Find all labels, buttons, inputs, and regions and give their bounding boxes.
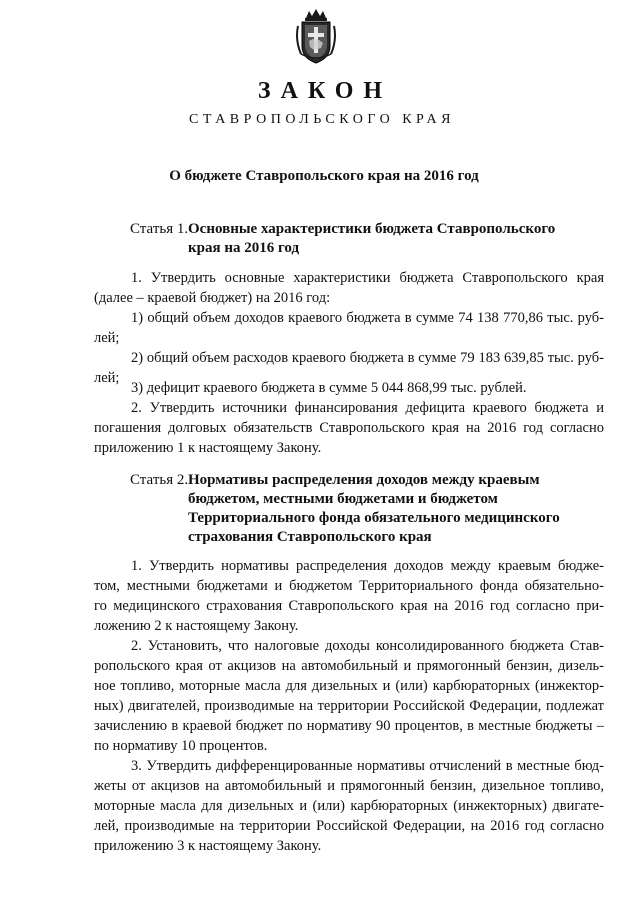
article-2-title-line: страхования Ставропольского края [188,529,432,545]
article-2-line: ложению 2 к настоящему Закону. [94,618,299,634]
article-2-title-line: Нормативы распределения доходов между краевым [188,472,540,488]
article-2-title-line: бюджетом, местными бюджетами и бюджетом [188,491,498,507]
law-title: ЗАКОН [257,78,393,104]
article-2-line: го медицинского страхования Ставропольского края на 2016 год согласно при- [94,598,604,614]
document-subject: О бюджете Ставропольского края на 2016 год [169,168,479,184]
article-2-line: 2. Установить, что налоговые доходы консолидированного бюджета Став- [131,638,604,654]
article-2-line: зачислению в краевой бюджет по нормативу 90 процентов, в местные бюджеты – [94,718,604,734]
article-1-title-line: края на 2016 год [188,240,300,256]
article-1-line: 2) общий объем расходов краевого бюджета в сумме 79 183 639,85 тыс. руб- [131,350,604,366]
law-region: СТАВРОПОЛЬСКОГО КРАЯ [189,112,455,127]
article-2-line: жеты от акцизов на автомобильный и прямогонный бензин, дизельное топливо, [94,778,604,794]
article-2-number: Статья 2. [130,472,189,488]
article-1-line: погашения долговых обязательств Ставропольского края на 2016 год согласно [94,420,604,436]
coat-of-arms-emblem [294,8,338,64]
article-1-title [188,220,555,258]
article-2-line: приложению 3 к настоящему Закону. [94,838,322,854]
article-1-number: Статья 1. [130,221,189,237]
article-1-line: приложению 1 к настоящему Закону. [94,440,322,456]
article-2-title-line: Территориального фонда обязательного медицинского [188,510,560,526]
article-1-line: (далее – краевой бюджет) на 2016 год: [94,290,331,306]
article-2-line: 3. Утвердить дифференцированные нормативы отчислений в местные бюд- [131,758,604,774]
article-2-line: лей, производимые на территории Российской Федерации, на 2016 год согласно [94,818,604,834]
article-2-line: 1. Утвердить нормативы распределения доходов между краевым бюдже- [131,558,604,574]
article-2-line: ное топливо, моторные масла для дизельных и (или) карбюраторных (инжектор- [94,678,604,694]
article-2-line: по нормативу 10 процентов. [94,738,268,754]
article-2-line: моторные масла для дизельных и (или) карбюраторных (инжекторных) двигате- [94,798,604,814]
article-1-line: лей; [94,370,120,386]
article-1-line: 1) общий объем доходов краевого бюджета в сумме 74 138 770,86 тыс. руб- [131,310,604,326]
article-1-line: 3) дефицит краевого бюджета в сумме 5 044 868,99 тыс. рублей. [131,380,527,396]
article-2-line: том, местными бюджетами и бюджетом Территориального фонда обязательно- [94,578,604,594]
article-2-line: ропольского края от акцизов на автомобильный и прямогонный бензин, дизель- [94,658,604,674]
article-1-title-line: Основные характеристики бюджета Ставропольского [188,221,556,237]
article-2-line: ных) двигателей, производимые на территории Российской Федерации, подлежат [94,698,604,714]
article-2-title [188,471,560,547]
article-1-line: лей; [94,330,120,346]
article-1-line: 2. Утвердить источники финансирования дефицита краевого бюджета и [131,400,604,416]
article-1-line: 1. Утвердить основные характеристики бюджета Ставропольского края [131,270,604,286]
